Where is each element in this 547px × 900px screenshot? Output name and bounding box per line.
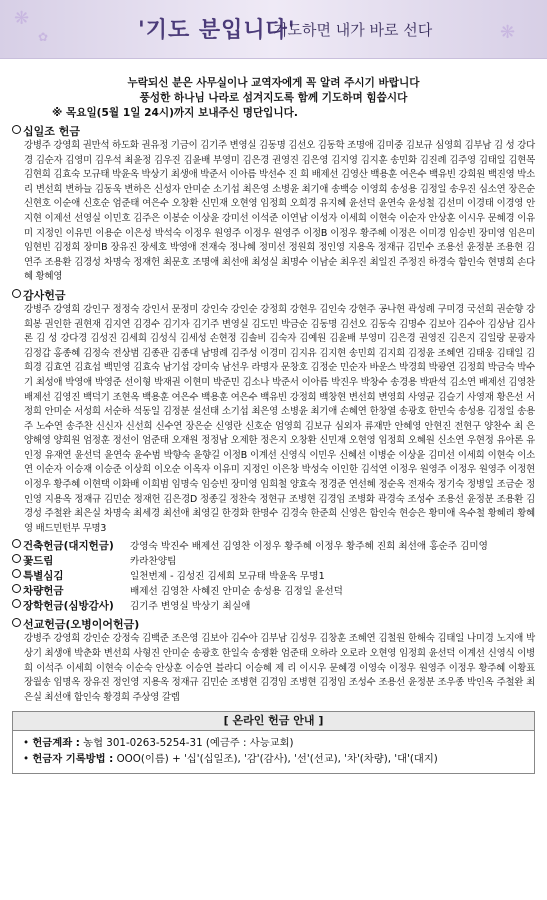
- flower-icon: ❋: [14, 8, 30, 29]
- row-label: 꽃드림: [23, 555, 54, 568]
- tithe-section: [12, 124, 535, 285]
- notice-block: [12, 76, 535, 121]
- row-value: 일천번제 - 김성진 김세희 모규태 박윤옥 무명1: [130, 571, 325, 583]
- row-value: 강영숙 박진수 배제선 김영찬 이정우 황주혜 이정우 황주혜 진희 최선애 홍순주 김미영: [130, 541, 488, 553]
- row-value: 김기주 변영실 박상기 최실애: [130, 601, 251, 613]
- bullet-icon: [12, 539, 21, 548]
- offering-list: [12, 62, 535, 892]
- flower-icon: ✿: [38, 30, 49, 44]
- header-banner: [0, 0, 547, 59]
- account-label: 헌금계좌 :: [32, 737, 80, 750]
- bullet-icon: [12, 584, 21, 593]
- offering-row: [12, 569, 535, 584]
- account-value: 농협 301-0263-5254-31 (예금주 : 사능교회): [83, 737, 294, 750]
- name-list: 강병주 강영희 강인구 정정숙 강인서 문정미 강인숙 강인순 강정희 강현우 김인숙 강현주 공나현 곽성례 구미경 국선희 권순향 강희봉 권인한 권현재 김지연 김경수 김기자 김기주 변영실 김도민 박금순 김동명 김선오 김동숙 김명수 김보아 김수아 김상남 김사론 김 성 강다경 김성진 김세희 김성식 김세성 손현정 김솔비 김숙자 김예원 김윤배 부영미 김은경 권영진 김은지 김일랑 문광자 김정갑 홍종혜 김정숙 전상범 김종관 김종대 남명례 김주성 이경미 김지유 김지현 송민희 김지희 김정윤 조혜연 김태웅 김태일 김희경 김효연 김효섭 백민영 김효숙 남기섭 강미숙 남선우 라명자 문창호 김정순 민순자 바운스 박경희 박광연 김정희 박금숙 박수기 최성애 박영애 박영준 선이형 박재권 이현미 박준민 김소나 박준서 이아름 박진우 박창수 송경용 박판석 김소연 배제선 김영찬 배제선 김영진 백덕기 조현옥 백용훈 여은수 백용훈 여은수 백유빈 강정희 백창현 변선희 변영희 사영균 김슬기 사영재 황은선 서정희 안미순 서성희 서순하 석동일 김정분 설선태 소기섭 최은영 소병윤 최기애 손혜연 한창열 송광호 한민숙 송성용 김정일 송용주 노수연 송주찬 신신자 신선희 신수연 장은순 신영란 신호순 엄영희 김보규 심외자 류재만 안혜영 안현진 전현구 양찬수 최 은 양해영 양희원 엄정훈 정선이 엄준태 오재원 정정남 오제한 정은지 오창환 신민재 오현영 임정희 오혜원 신소연 우현정 유아론 유인정 유재연 윤선덕 윤연숙 윤수범 박향숙 윤향길 이정B 이계선 신영식 이민우 신혜선 이병순 이상윤 김미선 이세희 이현숙 이소연 이순자 이승재 이승준 이상희 이오순 이옥자 이유미 지정인 이은창 박성숙 이인한 김석연 이정우 원영주 이정우 원영주 이정현 이정우 황주혜 이현택 이화배 이희범 임명숙 임승빈 장미영 임희철 양효숙 정경준 연선혜 정순옥 전재숙 정기숙 정병일 조금순 정인영 지용옥 정재규 김민순 정재헌 김은경D 정종길 정찬숙 정현규 조병현 김경임 조병화 곽경숙 조성수 조용선 윤정분 조용환 김경성 주철완 최은실 차명숙 최세경 최선애 최영길 한경화 한명수 김경숙 한준희 신영은 함인숙 현승은 황미애 옥수철 황혜리 황혜영 배드민턴부 무명3: [24, 303, 535, 534]
- account-line: • 헌금계좌 : 농협 301-0263-5254-31 (예금주 : 사능교회): [23, 737, 294, 750]
- name-list: 강병주 강영희 권만석 하도화 권유정 기금이 김기주 변영실 김동명 김선오 김동학 조명애 김미중 김보규 심영희 김부남 김 성 강다경 김순자 김영미 김우석 최윤정 김우진 김윤배 부영미 김은경 권영진 김은영 김지영 김지훈 송민화 김진례 김주영 김태일 김현목 김현희 김효숙 모규태 박윤옥 박상기 최생애 박준서 이아름 박선수 진 희 배제선 김영산 백용훈 여은수 백유빈 강희원 백진영 박소리 변선희 변하늘 김동욱 변하은 신성자 안미순 소기섭 최은영 소병윤 최기애 송백승 이영희 송성용 김정일 송우진 심소연 장은순 신현호 이순애 신호순 엄준태 여은수 오창환 신민재 오현영 임정희 오희경 유지혜 윤선덕 윤연숙 윤성철 김선미 이경태 이경영 안지현 이제선 선영실 이민호 김주은 이봉순 이상윤 강미선 이석준 이연남 이성자 이세희 이현숙 이순자 안상훈 이시우 문혜경 이유미 지정인 이유민 이용순 이은성 박석숙 이정우 원영주 이정우 원영주 이정B 이정우 황주혜 이정은 이미경 임승빈 장미영 임은미 임현빈 김정희 장미B 장유진 장세호 박영애 전재숙 정나혜 정미선 정원희 정인영 지용옥 정재규 김민수 조용선 윤정분 조용현 김연주 조용환 김경성 차명숙 정재헌 최문호 조명애 최선애 최성실 최명수 이남순 최우진 최일진 주정진 하경숙 함인숙 현명희 손다혜 황혜영: [24, 140, 535, 283]
- row-value: 카라찬양팀: [130, 556, 177, 568]
- bullet-icon: [12, 554, 21, 563]
- online-title: [ 온라인 헌금 안내 ]: [13, 712, 534, 731]
- row-label: 특별심김: [23, 570, 64, 583]
- offering-row: [12, 554, 535, 569]
- offering-row: [12, 539, 535, 554]
- giver-label: 헌금자 기록방법 :: [32, 753, 114, 766]
- row-value: 배제선 김영찬 사혜진 안미순 송성용 김정일 윤선덕: [130, 586, 343, 598]
- giver-value: OOO(이름) + '십'(십일조), '감'(감사), '선'(선교), '차'(차량), '대'(대지): [116, 753, 438, 766]
- mission-section: [12, 617, 535, 705]
- flower-icon: ❋: [500, 22, 516, 43]
- bullet-icon: [12, 289, 21, 298]
- bullet-icon: [12, 125, 21, 134]
- notice-line: ※ 목요일(5월 1일 24시)까지 보내주신 명단입니다.: [52, 107, 298, 119]
- giver-line: • 헌금자 기록방법 : OOO(이름) + '십'(십일조), '감'(감사), '선'(선교), '차'(차량), '대'(대지): [23, 753, 438, 766]
- page-title: '기도 분입니다': [138, 18, 296, 43]
- notice-line: 누락되신 분은 사무실이나 교역자에게 꼭 알려 주시기 바랍니다: [127, 77, 420, 89]
- notice-line: 풍성한 하나님 나라로 섬겨지도록 함께 기도하며 힘씁시다: [139, 92, 408, 104]
- section-title: 십일조 헌금: [23, 125, 80, 138]
- offering-row: [12, 584, 535, 599]
- online-offering-box: [12, 711, 535, 774]
- misc-offerings: [12, 539, 535, 614]
- bullet-icon: [12, 618, 21, 627]
- section-title: 감사헌금: [23, 288, 66, 302]
- thanks-section: [12, 288, 535, 537]
- bullet-icon: [12, 599, 21, 608]
- name-list: 강병주 강영희 강인순 강정숙 김백준 조은영 김보아 김수아 김부남 김성우 김창훈 조혜연 김철원 한해숙 김태일 나미경 노지애 박상기 최생애 박춘화 변선희 사형진 안미순 송광호 한일숙 송쟁환 엄준태 오하라 오로라 오현영 임정희 윤선덕 이계선 신영식 이병희 이석주 이세희 이현숙 이순숙 안상훈 이승연 블라디 이승혜 제 리 이시우 문혜경 이영숙 이정우 원영주 이정우 황주혜 이황표 장월송 임명옥 장유진 정인영 지용옥 정재규 김민순 조병현 김경임 조병현 김정임 조성수 조용선 윤정분 조우종 박인옥 주철완 최은실 최선애 함인숙 황경희 주상영 갈렙: [24, 633, 535, 703]
- page-subtitle: 기도하면 내가 바로 선다: [273, 21, 433, 39]
- row-label: 장학헌금(심방감사): [23, 600, 114, 613]
- bullet-icon: [12, 569, 21, 578]
- row-label: 건축헌금(대지헌금): [23, 540, 114, 553]
- row-label: 차량헌금: [23, 585, 64, 598]
- section-title: 선교헌금(오병이어헌금): [23, 618, 140, 632]
- offering-row: [12, 599, 535, 614]
